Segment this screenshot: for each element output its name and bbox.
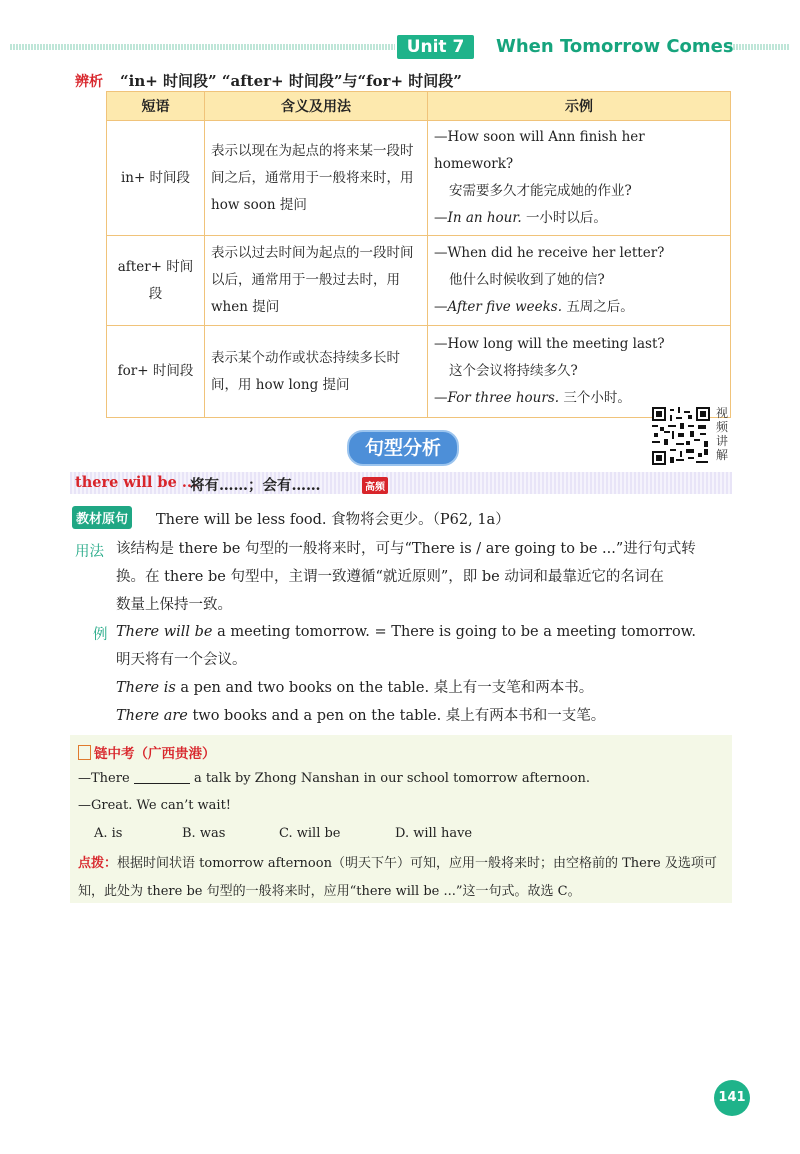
example-answer: —After five weeks. 五周之后。 [434,299,634,315]
example-sentence [116,702,605,730]
usage-label: 用法 [75,544,104,560]
example-answer-cn: 三个小时。 [563,390,631,406]
option-a: A. is [94,826,123,841]
question-start: —There [78,771,130,786]
unit-badge: Unit 7 [397,35,474,59]
source-label: 教材原句 [72,506,132,529]
question-end: a talk by Zhong Nanshan in our school tomorrow afternoon. [193,771,591,786]
example-question: —When did he receive her letter? [434,245,665,261]
answer-blank [134,771,190,784]
example-cell [428,326,731,418]
example-answer-en: For three hours. [447,390,560,406]
phrase-cell: in+ 时间段 [107,121,205,236]
example-answer: —For three hours. 三个小时。 [434,390,631,406]
example-question: —How long will the meeting last? [434,336,665,352]
source-text: There will be less food. 食物将会更少。（P62, 1a） [156,512,510,528]
key-point-chinese: 将有……；会有…… [190,477,321,494]
table-header: 含义及用法 [205,92,428,121]
example-sentence [116,618,696,646]
example-emphasis: There are [116,708,188,724]
analysis-label: 辨析 [75,74,103,90]
table-row [107,121,731,236]
tip-label: 点拨： [78,856,118,871]
option-d: D. will have [395,826,473,841]
table-header-row [107,92,731,121]
section-title: 句型分析 [347,430,459,466]
qr-caption: 视频讲解 [715,406,728,462]
phrase-cell: for+ 时间段 [107,326,205,418]
unit-title: When Tomorrow Comes [496,36,734,57]
example-label: 例 [93,627,108,643]
example-answer-cn: 五周之后。 [566,299,634,315]
example-question-cn: 他什么时候收到了她的信? [449,272,605,288]
usage-cell: 表示以现在为起点的将来某一段时间之后，通常用于一般将来时，用 how soon 提问 [205,121,428,236]
qr-code-icon[interactable] [652,407,710,465]
example-question-cn: 这个会议将持续多久? [449,363,578,379]
comparison-table [106,91,731,418]
example-cell [428,236,731,326]
example-rest: a pen and two books on the table. 桌上有一支笔和两本书。 [175,680,594,696]
exam-reply: —Great. We can’t wait! [78,798,232,813]
exam-heading [78,742,216,762]
exam-heading-text: 链中考（广西贵港） [94,746,216,762]
exam-question [78,771,590,786]
example-translation: 明天将有一个会议。 [116,652,247,668]
phrase-cell: after+ 时间段 [107,236,205,326]
usage-line: 该结构是 there be 句型的一般将来时，可与“There is / are going to be ...”进行句式转 [116,541,696,557]
frequency-badge: 高频 [362,477,388,494]
table-header: 示例 [428,92,731,121]
example-answer-en: In an hour. [447,210,522,226]
example-cell [428,121,731,236]
header-rule-right [730,44,790,50]
table-header: 短语 [107,92,205,121]
key-point-english: there will be ... [75,474,197,491]
example-emphasis: There is [116,680,176,696]
header-rule-left [10,44,395,50]
usage-line: 换。在 there be 句型中，主谓一致遵循“就近原则”，即 be 动词和最靠近它的名词在 [116,569,664,585]
example-question-cn: 安需要多久才能完成她的作业? [449,183,632,199]
option-c: C. will be [279,826,341,841]
example-rest: two books and a pen on the table. 桌上有两本书和一支笔。 [187,708,606,724]
usage-line: 数量上保持一致。 [116,597,232,613]
usage-cell: 表示某个动作或状态持续多长时间，用 how long 提问 [205,326,428,418]
example-answer-en: After five weeks. [447,299,563,315]
example-rest: a meeting tomorrow. = There is going to be a meeting tomorrow. [212,624,696,640]
option-b: B. was [182,826,226,841]
tip-text: 根据时间状语 tomorrow afternoon（明天下午）可知，应用一般将来时；由空格前的 There 及选项可知，此处为 there be 句型的一般将来时，应用“there will be ...”这一句式。故选 C。 [78,856,717,899]
example-emphasis: There will be [116,624,213,640]
table-row [107,326,731,418]
exam-tip [78,850,728,906]
example-answer: —In an hour. 一小时以后。 [434,210,607,226]
page-number: 141 [714,1080,750,1116]
example-question: —How soon will Ann finish her homework? [434,129,645,172]
usage-cell: 表示以过去时间为起点的一段时间以后，通常用于一般过去时，用 when 提问 [205,236,428,326]
example-sentence [116,674,593,702]
example-answer-cn: 一小时以后。 [525,210,607,226]
table-row [107,236,731,326]
analysis-title: “in+ 时间段” “after+ 时间段”与“for+ 时间段” [120,72,462,90]
document-icon [78,745,91,760]
